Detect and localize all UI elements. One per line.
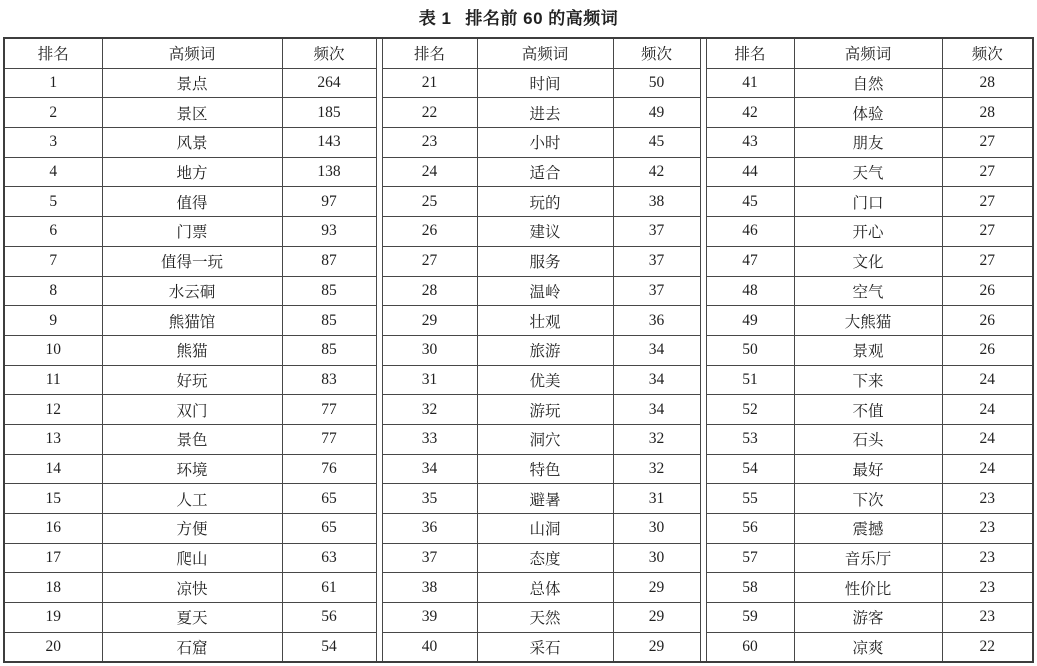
table-row [706,573,1032,603]
rank-cell: 21 [382,68,477,98]
table-row [5,217,376,247]
word-cell: 朋友 [794,128,942,158]
table-row [706,335,1032,365]
column-header-word: 高频词 [794,39,942,68]
rank-cell: 40 [382,632,477,661]
frequency-cell: 29 [613,573,700,603]
word-cell: 不值 [794,395,942,425]
frequency-cell: 27 [942,128,1032,158]
frequency-cell: 83 [282,365,376,395]
rank-cell: 50 [706,335,794,365]
rank-cell: 32 [382,395,477,425]
word-cell: 值得 [102,187,282,217]
word-cell: 门票 [102,217,282,247]
word-cell: 采石 [477,632,613,661]
frequency-cell: 26 [942,335,1032,365]
word-cell: 性价比 [794,573,942,603]
frequency-cell: 27 [942,246,1032,276]
table-row [706,424,1032,454]
frequency-cell: 50 [613,68,700,98]
frequency-cell: 31 [613,484,700,514]
rank-cell: 12 [5,395,102,425]
frequency-cell: 85 [282,306,376,336]
word-cell: 总体 [477,573,613,603]
frequency-cell: 28 [942,98,1032,128]
rank-cell: 31 [382,365,477,395]
rank-cell: 56 [706,514,794,544]
frequency-cell: 42 [613,157,700,187]
word-cell: 门口 [794,187,942,217]
frequency-cell: 24 [942,365,1032,395]
table-row [5,484,376,514]
word-cell: 凉爽 [794,632,942,661]
word-cell: 天气 [794,157,942,187]
table-row [382,365,700,395]
column-header-word: 高频词 [477,39,613,68]
rank-cell: 54 [706,454,794,484]
word-cell: 爬山 [102,543,282,573]
table-row [5,514,376,544]
rank-cell: 35 [382,484,477,514]
frequency-cell: 143 [282,128,376,158]
rank-cell: 4 [5,157,102,187]
word-cell: 空气 [794,276,942,306]
rank-cell: 19 [5,603,102,633]
frequency-cell: 65 [282,484,376,514]
word-cell: 温岭 [477,276,613,306]
frequency-cell: 61 [282,573,376,603]
word-cell: 自然 [794,68,942,98]
word-cell: 洞穴 [477,424,613,454]
word-cell: 景点 [102,68,282,98]
frequency-cell: 32 [613,454,700,484]
word-cell: 水云硐 [102,276,282,306]
rank-cell: 27 [382,246,477,276]
rank-cell: 41 [706,68,794,98]
word-cell: 小时 [477,128,613,158]
rank-cell: 29 [382,306,477,336]
frequency-cell: 65 [282,514,376,544]
table-row [382,395,700,425]
rank-cell: 37 [382,543,477,573]
table-row [382,632,700,661]
word-cell: 体验 [794,98,942,128]
rank-cell: 8 [5,276,102,306]
rank-cell: 28 [382,276,477,306]
rank-cell: 18 [5,573,102,603]
word-cell: 景色 [102,424,282,454]
table-title [3,7,1034,31]
table-row [382,217,700,247]
word-cell: 音乐厅 [794,543,942,573]
frequency-cell: 54 [282,632,376,661]
word-cell: 天然 [477,603,613,633]
rank-cell: 11 [5,365,102,395]
word-cell: 下次 [794,484,942,514]
table-row [706,217,1032,247]
rank-cell: 30 [382,335,477,365]
rank-cell: 20 [5,632,102,661]
frequency-cell: 30 [613,514,700,544]
word-cell: 值得一玩 [102,246,282,276]
frequency-cell: 138 [282,157,376,187]
rank-cell: 39 [382,603,477,633]
frequency-cell: 93 [282,217,376,247]
rank-cell: 26 [382,217,477,247]
rank-cell: 9 [5,306,102,336]
rank-cell: 17 [5,543,102,573]
frequency-cell: 22 [942,632,1032,661]
word-cell: 环境 [102,454,282,484]
rank-cell: 44 [706,157,794,187]
frequency-cell: 63 [282,543,376,573]
column-header-rank: 排名 [382,39,477,68]
table-row [382,246,700,276]
rank-cell: 53 [706,424,794,454]
table-row [706,187,1032,217]
column-header-frequency: 频次 [613,39,700,68]
frequency-cell: 85 [282,335,376,365]
frequency-cell: 34 [613,395,700,425]
frequency-cell: 37 [613,276,700,306]
table-row [382,187,700,217]
frequency-cell: 77 [282,395,376,425]
frequency-cell: 76 [282,454,376,484]
word-cell: 玩的 [477,187,613,217]
word-cell: 双门 [102,395,282,425]
word-cell: 山洞 [477,514,613,544]
frequency-cell: 27 [942,187,1032,217]
rank-cell: 15 [5,484,102,514]
table-row [706,632,1032,661]
word-cell: 石头 [794,424,942,454]
frequency-cell: 38 [613,187,700,217]
column-header-rank: 排名 [706,39,794,68]
rank-cell: 42 [706,98,794,128]
word-cell: 时间 [477,68,613,98]
word-cell: 地方 [102,157,282,187]
table-row [5,128,376,158]
rank-cell: 45 [706,187,794,217]
table-row [5,68,376,98]
frequency-cell: 24 [942,424,1032,454]
frequency-cell: 26 [942,276,1032,306]
table-row [5,454,376,484]
table-row [706,98,1032,128]
word-cell: 壮观 [477,306,613,336]
table-row [382,335,700,365]
frequency-cell: 34 [613,335,700,365]
rank-cell: 14 [5,454,102,484]
rank-cell: 43 [706,128,794,158]
rank-cell: 55 [706,484,794,514]
table-row [706,246,1032,276]
frequency-cell: 29 [613,603,700,633]
column-header-frequency: 频次 [942,39,1032,68]
word-cell: 熊猫 [102,335,282,365]
column-header-rank: 排名 [5,39,102,68]
table-row [5,306,376,336]
table-row [5,98,376,128]
rank-cell: 5 [5,187,102,217]
frequency-cell: 23 [942,573,1032,603]
rank-cell: 13 [5,424,102,454]
table-row [706,603,1032,633]
table-row [5,543,376,573]
frequency-cell: 23 [942,484,1032,514]
word-cell: 态度 [477,543,613,573]
rank-cell: 46 [706,217,794,247]
frequency-cell: 23 [942,603,1032,633]
header-row [5,39,376,68]
rank-cell: 38 [382,573,477,603]
rank-cell: 25 [382,187,477,217]
word-cell: 开心 [794,217,942,247]
rank-cell: 52 [706,395,794,425]
table-row [382,603,700,633]
word-cell: 游玩 [477,395,613,425]
word-cell: 服务 [477,246,613,276]
table-row [706,365,1032,395]
frequency-cell: 37 [613,246,700,276]
word-cell: 熊猫馆 [102,306,282,336]
table-row [5,365,376,395]
word-cell: 进去 [477,98,613,128]
rank-cell: 24 [382,157,477,187]
frequency-cell: 24 [942,454,1032,484]
table-row [382,128,700,158]
word-cell: 好玩 [102,365,282,395]
header-row [706,39,1032,68]
table-row [706,306,1032,336]
word-cell: 最好 [794,454,942,484]
word-cell: 大熊猫 [794,306,942,336]
frequency-cell: 87 [282,246,376,276]
frequency-cell: 30 [613,543,700,573]
table-row [706,484,1032,514]
frequency-cell: 27 [942,217,1032,247]
rank-cell: 16 [5,514,102,544]
word-cell: 优美 [477,365,613,395]
table-number-label: 表 1 [418,9,452,28]
table-row [5,157,376,187]
rank-cell: 10 [5,335,102,365]
frequency-cell: 85 [282,276,376,306]
table-row [382,454,700,484]
table-row [706,543,1032,573]
frequency-cell: 77 [282,424,376,454]
frequency-cell: 28 [942,68,1032,98]
frequency-cell: 45 [613,128,700,158]
rank-cell: 22 [382,98,477,128]
rank-cell: 2 [5,98,102,128]
frequency-cell: 24 [942,395,1032,425]
word-cell: 文化 [794,246,942,276]
table-group-ranks-1-20 [5,39,377,661]
table-row [5,395,376,425]
table-row [382,514,700,544]
word-cell: 旅游 [477,335,613,365]
table-row [382,98,700,128]
document-page [3,0,1034,663]
table-row [5,632,376,661]
frequency-cell: 36 [613,306,700,336]
frequency-cell: 49 [613,98,700,128]
word-cell: 石窟 [102,632,282,661]
frequency-cell: 26 [942,306,1032,336]
word-cell: 风景 [102,128,282,158]
table-row [382,68,700,98]
table-caption: 排名前 60 的高频词 [465,9,619,28]
word-cell: 景观 [794,335,942,365]
rank-cell: 7 [5,246,102,276]
table-row [5,573,376,603]
table-row [382,484,700,514]
word-cell: 震撼 [794,514,942,544]
table-row [382,573,700,603]
table-row [382,306,700,336]
table-row [5,335,376,365]
frequency-cell: 32 [613,424,700,454]
table-row [706,514,1032,544]
word-cell: 下来 [794,365,942,395]
frequency-cell: 29 [613,632,700,661]
frequency-cell: 23 [942,514,1032,544]
frequency-cell: 34 [613,365,700,395]
rank-cell: 47 [706,246,794,276]
frequency-cell: 56 [282,603,376,633]
frequency-cell: 37 [613,217,700,247]
table-row [706,157,1032,187]
table-row [5,187,376,217]
table-row [706,128,1032,158]
rank-cell: 36 [382,514,477,544]
table-row [382,543,700,573]
rank-cell: 1 [5,68,102,98]
rank-cell: 34 [382,454,477,484]
table-row [706,454,1032,484]
word-cell: 游客 [794,603,942,633]
table-group-ranks-21-40 [382,39,701,661]
frequency-cell: 27 [942,157,1032,187]
table-row [382,276,700,306]
frequency-cell: 185 [282,98,376,128]
word-cell: 夏天 [102,603,282,633]
frequency-cell: 23 [942,543,1032,573]
word-cell: 方便 [102,514,282,544]
high-frequency-words-table [3,37,1034,663]
table-row [5,424,376,454]
rank-cell: 51 [706,365,794,395]
column-header-word: 高频词 [102,39,282,68]
rank-cell: 6 [5,217,102,247]
table-row [706,395,1032,425]
word-cell: 人工 [102,484,282,514]
rank-cell: 60 [706,632,794,661]
table-row [706,276,1032,306]
rank-cell: 48 [706,276,794,306]
word-cell: 特色 [477,454,613,484]
word-cell: 凉快 [102,573,282,603]
rank-cell: 3 [5,128,102,158]
word-cell: 建议 [477,217,613,247]
rank-cell: 49 [706,306,794,336]
word-cell: 避暑 [477,484,613,514]
table-group-ranks-41-60 [706,39,1033,661]
column-header-frequency: 频次 [282,39,376,68]
table-row [382,157,700,187]
frequency-cell: 97 [282,187,376,217]
table-row [5,276,376,306]
table-row [382,424,700,454]
frequency-cell: 264 [282,68,376,98]
word-cell: 景区 [102,98,282,128]
rank-cell: 33 [382,424,477,454]
rank-cell: 59 [706,603,794,633]
rank-cell: 58 [706,573,794,603]
rank-cell: 23 [382,128,477,158]
table-row [5,246,376,276]
header-row [382,39,700,68]
table-row [706,68,1032,98]
rank-cell: 57 [706,543,794,573]
word-cell: 适合 [477,157,613,187]
table-row [5,603,376,633]
